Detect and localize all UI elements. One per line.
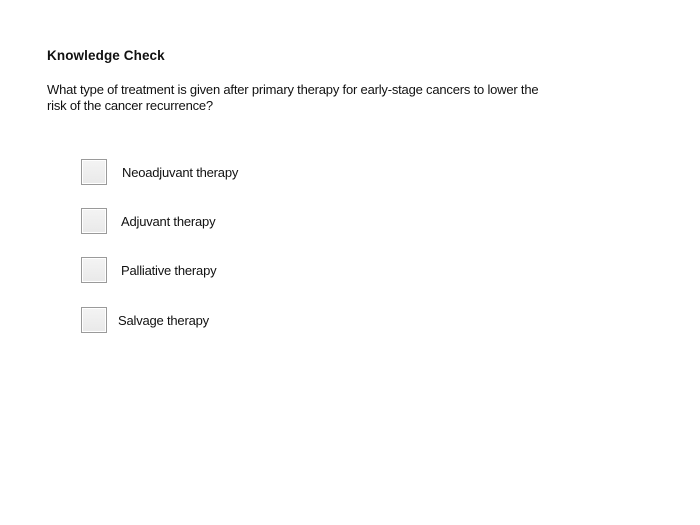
question-text xyxy=(47,82,617,114)
option-checkbox[interactable] xyxy=(81,208,107,234)
option-checkbox[interactable] xyxy=(81,307,107,333)
option-neoadjuvant[interactable] xyxy=(81,158,238,186)
option-checkbox[interactable] xyxy=(81,257,107,283)
option-salvage[interactable] xyxy=(81,306,209,334)
option-adjuvant[interactable] xyxy=(81,207,215,235)
option-label: Adjuvant therapy xyxy=(121,213,216,229)
option-checkbox[interactable] xyxy=(81,159,107,185)
option-label: Neoadjuvant therapy xyxy=(122,164,239,180)
option-label: Salvage therapy xyxy=(118,312,209,328)
question-line-1: What type of treatment is given after primary therapy for early-stage cancers to lower the xyxy=(47,82,539,97)
option-palliative[interactable] xyxy=(81,256,216,284)
question-line-2: risk of the cancer recurrence? xyxy=(47,98,213,113)
quiz-title: Knowledge Check xyxy=(47,48,165,63)
option-label: Palliative therapy xyxy=(121,262,217,278)
